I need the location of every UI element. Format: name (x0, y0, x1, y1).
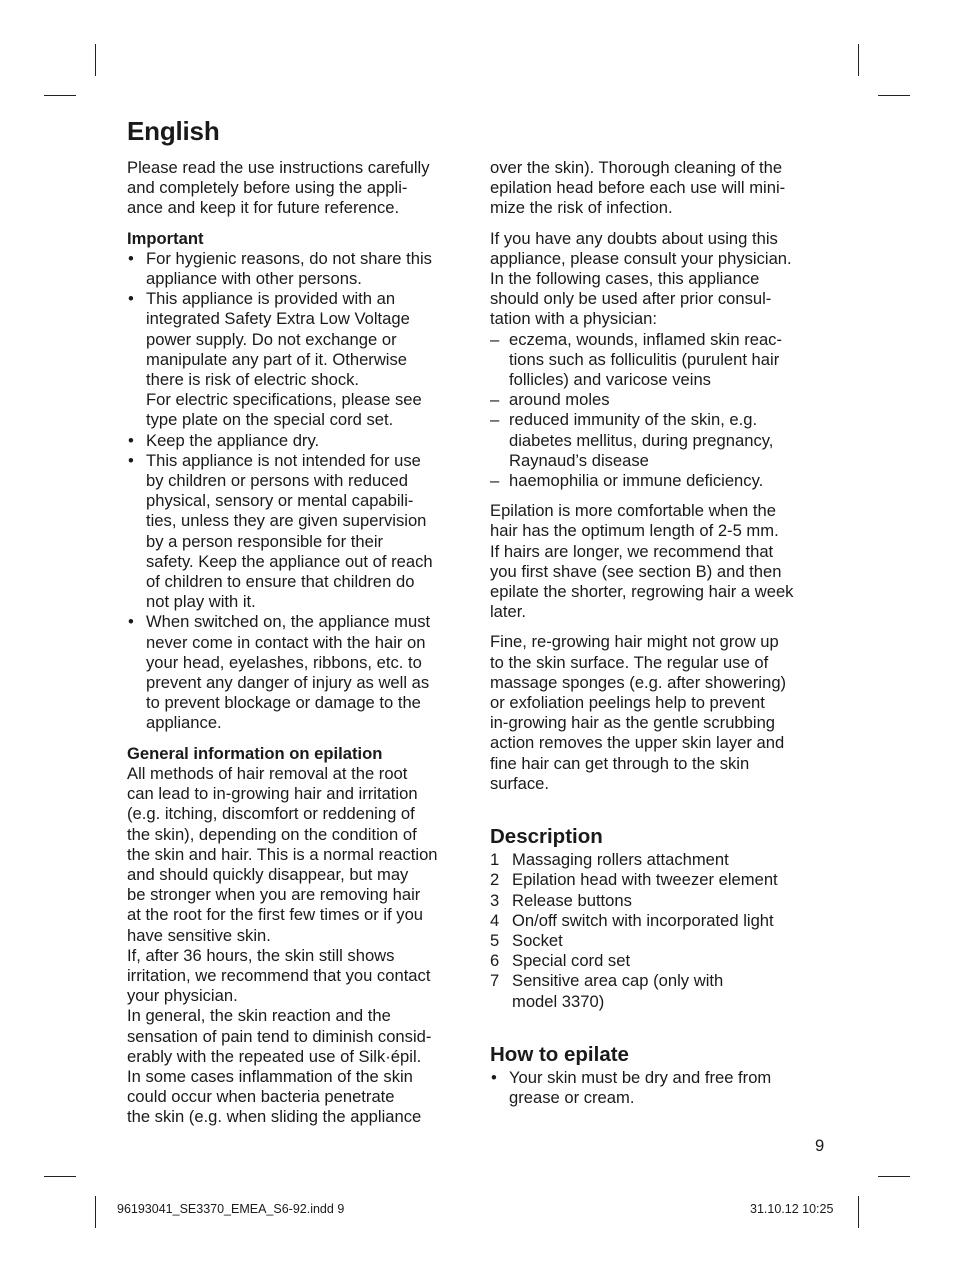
list-item (490, 971, 835, 1011)
how-to-epilate-heading: How to epilate (490, 1042, 629, 1066)
item-text: Sensitive area cap (only with model 3370) (512, 971, 724, 1011)
footer-timestamp: 31.10.12 10:25 (750, 1202, 834, 1216)
list-item: • Your skin must be dry and free from grease or cream. (490, 1068, 835, 1108)
continued-paragraph: over the skin). Thorough cleaning of the epilation head before each use will mini- mize the risk of infection. (490, 158, 786, 218)
crop-mark (44, 1176, 76, 1177)
list-item: • Keep the appliance dry. (127, 431, 472, 451)
item-number: 2 (490, 870, 500, 890)
list-item: • For hygienic reasons, do not share this appliance with other persons. (127, 249, 472, 289)
description-heading: Description (490, 825, 603, 849)
crop-mark (878, 1176, 910, 1177)
item-number: 3 (490, 890, 500, 910)
item-text: Special cord set (512, 951, 631, 971)
list-item (490, 870, 835, 890)
important-list (127, 249, 472, 734)
crop-mark (858, 1196, 859, 1228)
page-title: English (127, 116, 220, 146)
list-item: • This appliance is provided with an integrated Safety Extra Low Voltage power supply. Do not exchange or manipulate any part of it. Otherwise there is risk of electric shock. For electric specifications, please see type plate on the special cord set. (127, 289, 472, 430)
item-text: Release buttons (512, 890, 632, 910)
item-text: Epilation head with tweezer element (512, 870, 778, 890)
doubts-paragraph: If you have any doubts about using this appliance, please consult your physician. In the following cases, this appliance should only be used after prior consul- tation with a physician: (490, 228, 792, 329)
item-number: 5 (490, 930, 500, 950)
crop-mark (44, 95, 76, 96)
list-item (490, 931, 835, 951)
general-info-heading: General information on epilation (127, 743, 383, 763)
important-heading: Important (127, 228, 204, 248)
item-text: Massaging rollers attachment (512, 850, 729, 870)
comfort-paragraph: Epilation is more comfortable when the hair has the optimum length of 2-5 mm. If hairs are longer, we recommend that you first shave (see section B) and then epilate the shorter, regrowing hair a week later. (490, 501, 794, 622)
list-item: • When switched on, the appliance must never come in contact with the hair on your head, eyelashes, ribbons, etc. to prevent any danger of injury as well as to prevent blockage or damage to the appliance. (127, 612, 472, 733)
list-item: • This appliance is not intended for use by children or persons with reduced physical, sensory or mental capabili- ties, unless they are given supervision by a person responsible for their safety. Keep the appliance out of reach of children to ensure that children do not play with it. (127, 451, 472, 613)
list-item: – reduced immunity of the skin, e.g. diabetes mellitus, during pregnancy, Raynaud’s disease (490, 410, 835, 471)
crop-mark (95, 44, 96, 76)
item-number: 4 (490, 910, 500, 930)
list-item (490, 850, 835, 870)
item-text: Socket (512, 930, 563, 950)
list-item: – eczema, wounds, inflamed skin reac- tions such as folliculitis (purulent hair follicles) and varicose veins (490, 330, 835, 391)
general-info-paragraph: All methods of hair removal at the root can lead to in-growing hair and irritation (e.g. itching, discomfort or reddening of the skin), depending on the condition of the skin and hair. This is a normal reaction and should quickly disappear, but may be stronger when you are removing hair at the root for the first few times or if you have sensitive skin. If, after 36 hours, the skin still shows irritation, we recommend that you contact your physician. In general, the skin reaction and the sensation of pain tend to diminish consid- erably with the repeated use of Silk·épil. In some cases inflammation of the skin could occur when bacteria penetrate the skin (e.g. when sliding the appliance (127, 763, 438, 1127)
crop-mark (95, 1196, 96, 1228)
description-list (490, 850, 835, 1012)
list-item (490, 951, 835, 971)
intro-paragraph: Please read the use instructions carefully and completely before using the appli- ance and keep it for future reference. (127, 158, 430, 218)
cases-list (490, 330, 835, 492)
crop-mark (858, 44, 859, 76)
right-column (490, 158, 835, 1108)
how-to-list (490, 1068, 835, 1108)
list-item (490, 891, 835, 911)
left-column (127, 158, 472, 1128)
regrowing-paragraph: Fine, re-growing hair might not grow up to the skin surface. The regular use of massage sponges (e.g. after showering) or exfoliation peelings help to prevent in-growing hair as the gentle scrubbing action removes the upper skin layer and fine hair can get through to the skin surface. (490, 632, 787, 793)
page-number: 9 (815, 1136, 825, 1155)
crop-mark (878, 95, 910, 96)
item-text: On/off switch with incorporated light (512, 910, 774, 930)
list-item (490, 911, 835, 931)
footer-filename: 96193041_SE3370_EMEA_S6-92.indd 9 (117, 1202, 345, 1216)
item-number: 7 (490, 971, 500, 991)
item-number: 1 (490, 850, 500, 870)
item-number: 6 (490, 951, 500, 971)
list-item: – around moles (490, 390, 835, 410)
list-item: – haemophilia or immune deficiency. (490, 471, 835, 491)
